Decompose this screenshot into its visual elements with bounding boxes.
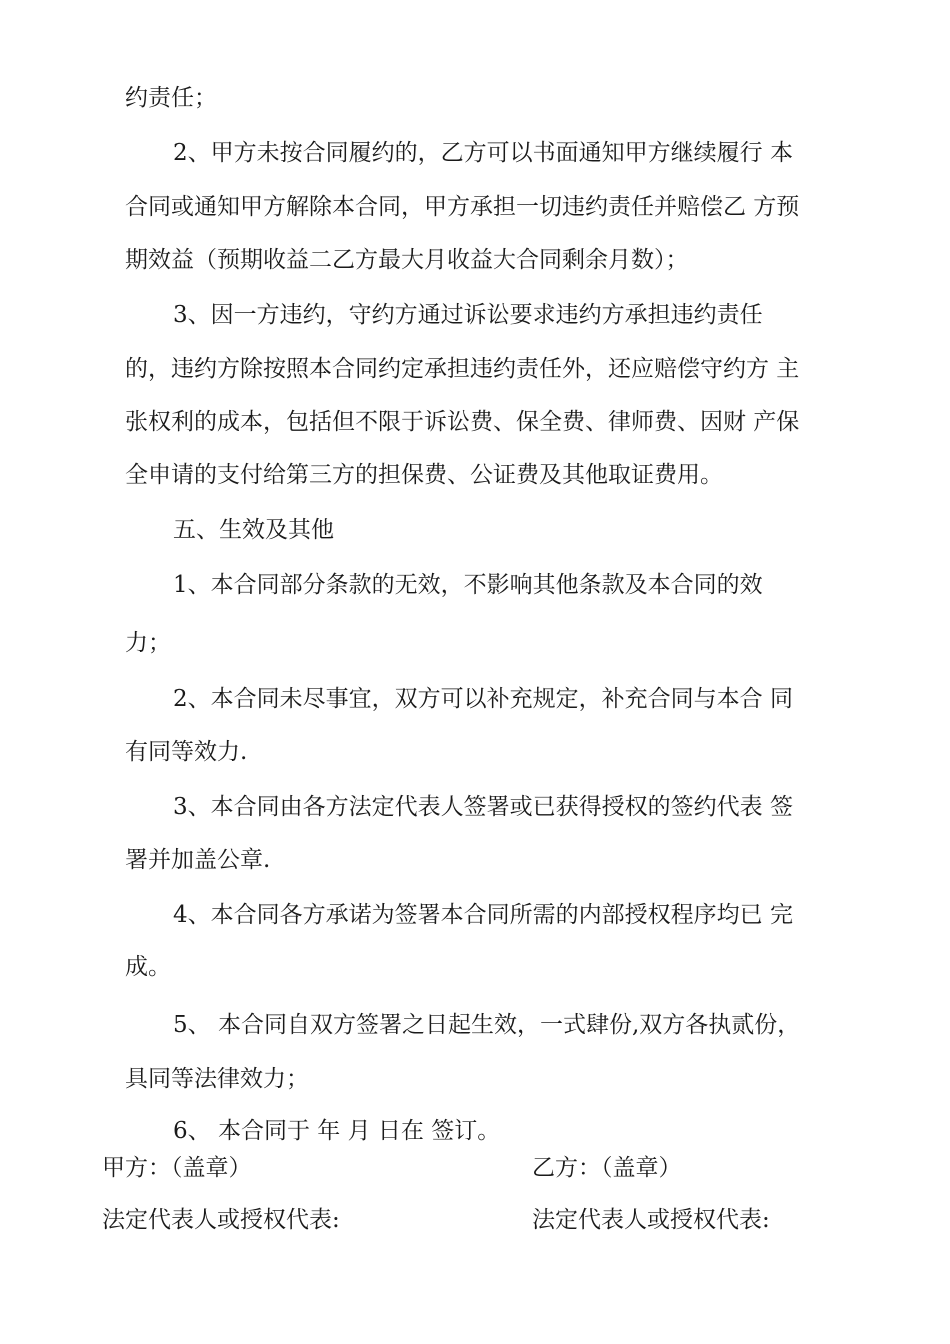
party-b-representative: 法定代表人或授权代表: bbox=[532, 1207, 770, 1233]
text-line-5: 3、因一方违约，守约方通过诉讼要求违约方承担违约责任 bbox=[173, 302, 763, 328]
text-line-3: 合同或通知甲方解除本合同，甲方承担一切违约责任并赔偿乙 方预 bbox=[125, 194, 800, 220]
text-line-2: 2、甲方未按合同履约的，乙方可以书面通知甲方继续履行 本 bbox=[173, 140, 793, 166]
text-line-11: 力； bbox=[125, 630, 171, 656]
text-line-7: 张权利的成本，包括但不限于诉讼费、保全费、律师费、因财 产保 bbox=[125, 409, 800, 435]
party-b-seal: 乙方：（盖章） bbox=[532, 1155, 682, 1181]
text-line-14: 3、本合同由各方法定代表人签署或已获得授权的签约代表 签 bbox=[173, 794, 793, 820]
text-line-6: 的，违约方除按照本合同约定承担违约责任外，还应赔偿守约方 主 bbox=[125, 356, 800, 382]
party-a-representative: 法定代表人或授权代表: bbox=[102, 1207, 340, 1233]
text-line-12: 2、本合同未尽事宜，双方可以补充规定，补充合同与本合 同 bbox=[173, 686, 793, 712]
text-line-10: 1、本合同部分条款的无效，不影响其他条款及本合同的效 bbox=[173, 572, 763, 598]
section-heading: 五、生效及其他 bbox=[173, 517, 334, 543]
text-line-17: 成。 bbox=[125, 954, 171, 980]
text-line-4: 期效益（预期收益二乙方最大月收益大合同剩余月数）； bbox=[125, 247, 689, 273]
text-line-16: 4、本合同各方承诺为签署本合同所需的内部授权程序均已 完 bbox=[173, 902, 793, 928]
text-line-18: 5、 本合同自双方签署之日起生效，一式肆份,双方各执贰份， bbox=[173, 1012, 801, 1038]
text-line-19: 具同等法律效力； bbox=[125, 1066, 309, 1092]
text-line-8: 全申请的支付给第三方的担保费、公证费及其他取证费用。 bbox=[125, 462, 723, 488]
text-line-1: 约责任； bbox=[125, 85, 217, 111]
text-line-13: 有同等效力. bbox=[125, 739, 248, 765]
text-line-20: 6、 本合同于 年 月 日在 签订。 bbox=[173, 1118, 501, 1144]
text-line-15: 署并加盖公章. bbox=[125, 847, 271, 873]
party-a-seal: 甲方：（盖章） bbox=[102, 1155, 252, 1181]
